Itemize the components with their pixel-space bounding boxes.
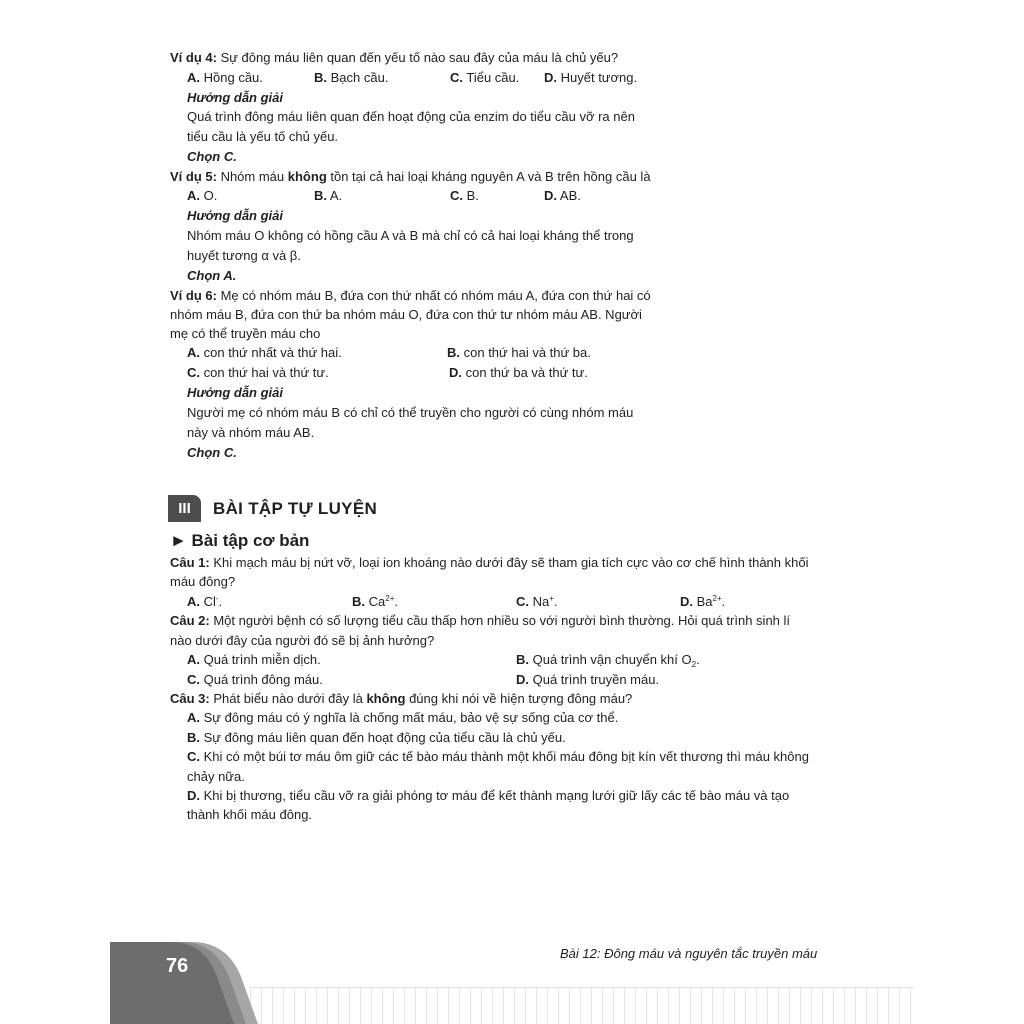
option xyxy=(680,594,725,610)
option xyxy=(314,70,388,86)
option xyxy=(352,594,398,610)
text: con thứ nhất và thứ hai. xyxy=(203,345,342,360)
text: Phát biểu nào dưới đây là xyxy=(209,691,367,706)
guide-heading: Hướng dẫn giải xyxy=(187,385,284,400)
text: . xyxy=(553,594,558,609)
question-1 xyxy=(170,555,808,571)
option xyxy=(187,652,321,668)
text: Một người bệnh có số lượng tiểu cầu thấp hơn nhiều so với người bình thường. Hỏi quá trình sinh lí xyxy=(209,613,791,628)
section-number: III xyxy=(168,495,201,522)
option xyxy=(516,652,700,668)
text: Quá trình vận chuyển khí O xyxy=(532,652,692,667)
text: AB. xyxy=(559,188,581,203)
text: Sự đông máu liên quan đến yếu tố nào sau đây của máu là chủ yếu? xyxy=(216,50,619,65)
question-line: máu đông? xyxy=(170,574,236,589)
label: Câu 3: xyxy=(170,691,210,706)
question-3 xyxy=(170,691,632,707)
label: D. xyxy=(516,672,529,687)
text: Ba xyxy=(696,594,713,609)
text: Bạch cầu. xyxy=(330,70,389,85)
option xyxy=(187,788,789,804)
text: con thứ ba và thứ tư. xyxy=(465,365,588,380)
text: Nhóm máu xyxy=(216,169,288,184)
text: . xyxy=(721,594,726,609)
label: D. xyxy=(680,594,693,609)
label: C. xyxy=(187,749,200,764)
text: . xyxy=(696,652,700,667)
label: A. xyxy=(187,345,200,360)
label: A. xyxy=(187,710,200,725)
subscript: 2 xyxy=(691,660,697,669)
guide-heading: Hướng dẫn giải xyxy=(187,90,284,105)
text: . xyxy=(394,594,398,609)
option xyxy=(516,672,659,688)
label: C. xyxy=(450,70,463,85)
explanation: tiểu cầu là yếu tố chủ yếu. xyxy=(187,129,339,144)
emphasis: không xyxy=(366,691,406,706)
answer: Chọn C. xyxy=(187,149,237,164)
label: C. xyxy=(187,365,200,380)
option xyxy=(187,345,342,361)
text: Hồng cầu. xyxy=(203,70,263,85)
label: D. xyxy=(544,70,557,85)
text: con thứ hai và thứ tư. xyxy=(203,365,329,380)
section-heading xyxy=(168,495,377,522)
option xyxy=(187,594,222,610)
option xyxy=(516,594,558,610)
question-line: nào dưới đây của người đó sẽ bị ảnh hưởng? xyxy=(170,633,435,648)
text: tồn tại cả hai loại kháng nguyên A và B trên hồng cầu là xyxy=(326,169,651,184)
charge: - xyxy=(215,594,219,603)
text: Khi bị thương, tiểu cầu vỡ ra giải phóng tơ máu để kết thành mạng lưới giữ lấy các tế bào máu và tạo xyxy=(203,788,790,803)
emphasis: không xyxy=(287,169,327,184)
label: B. xyxy=(516,652,529,667)
subsection-title: ► Bài tập cơ bản xyxy=(170,531,310,550)
answer: Chọn C. xyxy=(187,445,237,460)
explanation: này và nhóm máu AB. xyxy=(187,425,315,440)
label: Ví dụ 5: xyxy=(170,169,217,184)
question-2 xyxy=(170,613,790,629)
text: Khi có một búi tơ máu ôm giữ các tế bào máu thành một khối máu đông bịt kín vết thương thì máu không xyxy=(203,749,809,764)
label: D. xyxy=(544,188,557,203)
text: Tiểu cầu. xyxy=(466,70,520,85)
label: C. xyxy=(450,188,463,203)
label: A. xyxy=(187,652,200,667)
label: Câu 1: xyxy=(170,555,210,570)
section-title: BÀI TẬP TỰ LUYỆN xyxy=(213,498,378,518)
guide-heading: Hướng dẫn giải xyxy=(187,208,284,223)
label: B. xyxy=(314,70,327,85)
text: Sự đông máu liên quan đến hoạt động của tiểu cầu là chủ yếu. xyxy=(203,730,566,745)
label: A. xyxy=(187,70,200,85)
label: B. xyxy=(314,188,327,203)
text: Khi mạch máu bị nứt vỡ, loại ion khoáng nào dưới đây sẽ tham gia tích cực vào cơ chế hình thành khối xyxy=(209,555,809,570)
option xyxy=(450,70,519,86)
text: O. xyxy=(203,188,218,203)
label: B. xyxy=(187,730,200,745)
option xyxy=(450,188,479,204)
option-continued: chảy nữa. xyxy=(187,769,245,784)
text: Quá trình truyền máu. xyxy=(532,672,660,687)
text: A. xyxy=(329,188,343,203)
text: B. xyxy=(466,188,479,203)
text: Huyết tương. xyxy=(560,70,638,85)
example-4-question xyxy=(170,50,618,66)
option xyxy=(187,730,566,746)
text: Quá trình đông máu. xyxy=(203,672,323,687)
question-line: mẹ có thể truyền máu cho xyxy=(170,326,321,341)
footer-tab-shape xyxy=(110,940,260,1024)
option xyxy=(544,70,637,86)
option xyxy=(544,188,581,204)
option xyxy=(314,188,342,204)
option xyxy=(187,70,263,86)
label: D. xyxy=(187,788,200,803)
label: D. xyxy=(449,365,462,380)
label: B. xyxy=(447,345,460,360)
option xyxy=(447,345,591,361)
option-continued: thành khối máu đông. xyxy=(187,807,313,822)
example-5-question xyxy=(170,169,651,185)
explanation: Nhóm máu O không có hồng cầu A và B mà chỉ có cả hai loại kháng thể trong xyxy=(187,228,634,243)
text: Mẹ có nhóm máu B, đứa con thứ nhất có nhóm máu A, đứa con thứ hai có xyxy=(216,288,651,303)
explanation: Quá trình đông máu liên quan đến hoạt động của enzim do tiểu cầu vỡ ra nên xyxy=(187,109,635,124)
option xyxy=(187,749,809,765)
text: Cl xyxy=(203,594,216,609)
footer-grid-decoration xyxy=(250,987,915,1024)
label: A. xyxy=(187,188,200,203)
example-6-question xyxy=(170,288,651,304)
charge: 2+ xyxy=(385,594,395,603)
text: Na xyxy=(532,594,550,609)
option xyxy=(449,365,588,381)
charge: + xyxy=(549,594,554,603)
text: Quá trình miễn dịch. xyxy=(203,652,321,667)
explanation: Người mẹ có nhóm máu B có chỉ có thể truyền cho người có cùng nhóm máu xyxy=(187,405,634,420)
option xyxy=(187,710,618,726)
label: C. xyxy=(187,672,200,687)
label: A. xyxy=(187,594,200,609)
label: B. xyxy=(352,594,365,609)
label: Câu 2: xyxy=(170,613,210,628)
label: Ví dụ 6: xyxy=(170,288,217,303)
chapter-title: Bài 12: Đông máu và nguyên tắc truyền máu xyxy=(560,946,818,961)
question-line: nhóm máu B, đứa con thứ ba nhóm máu O, đứa con thứ tư nhóm máu AB. Người xyxy=(170,307,642,322)
option xyxy=(187,188,217,204)
answer: Chọn A. xyxy=(187,268,237,283)
option xyxy=(187,672,323,688)
label: C. xyxy=(516,594,529,609)
text: Ca xyxy=(368,594,386,609)
option xyxy=(187,365,329,381)
text: . xyxy=(218,594,223,609)
text: con thứ hai và thứ ba. xyxy=(463,345,591,360)
page-number: 76 xyxy=(166,955,189,977)
text: Sự đông máu có ý nghĩa là chống mất máu, bảo vệ sự sống của cơ thể. xyxy=(203,710,619,725)
charge: 2+ xyxy=(712,594,722,603)
text: đúng khi nói về hiện tượng đông máu? xyxy=(405,691,633,706)
label: Ví dụ 4: xyxy=(170,50,217,65)
explanation: huyết tương α và β. xyxy=(187,248,301,263)
